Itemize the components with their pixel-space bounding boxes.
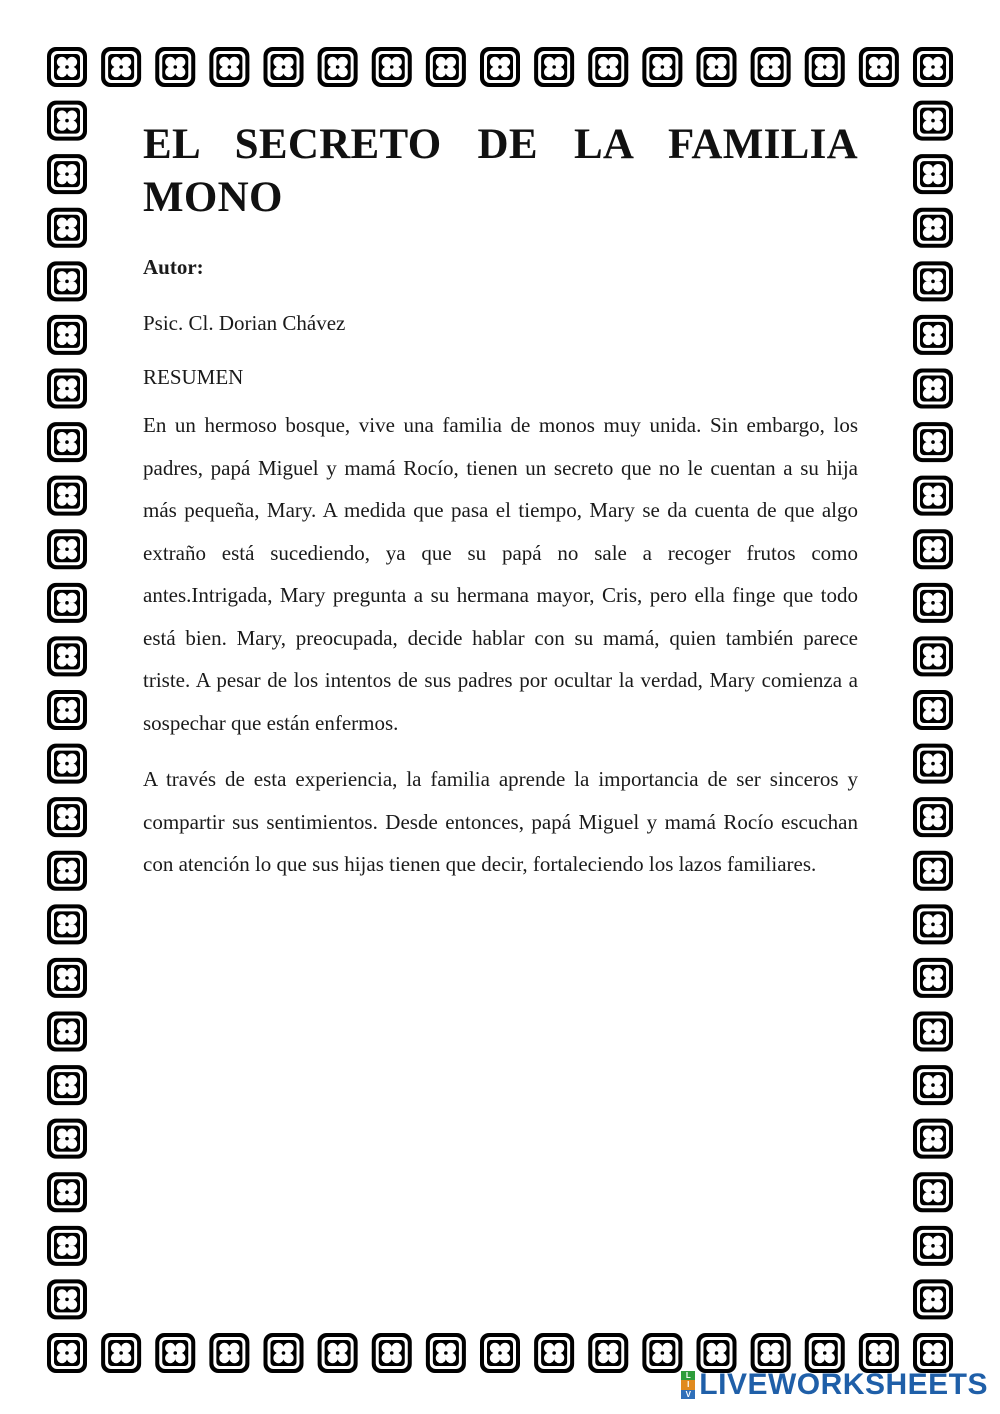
four-petal-flower-icon xyxy=(101,47,141,87)
four-petal-flower-icon xyxy=(372,47,412,87)
four-petal-flower-icon xyxy=(47,529,87,569)
four-petal-flower-icon xyxy=(47,1065,87,1105)
four-petal-flower-icon xyxy=(697,1333,737,1373)
summary-paragraph: A través de esta experiencia, la familia aprende la importancia de ser sinceros y compartir sus sentimientos. Desde entonces, papá Miguel y mamá Rocío escuchan con atención lo que sus hijas tienen que decir, fortaleciendo los lazos familiares. xyxy=(143,767,858,876)
four-petal-flower-icon xyxy=(318,1333,358,1373)
four-petal-flower-icon xyxy=(47,154,87,194)
four-petal-flower-icon xyxy=(534,1333,574,1373)
four-petal-flower-icon xyxy=(642,1333,682,1373)
four-petal-flower-icon xyxy=(480,1333,520,1373)
four-petal-flower-icon xyxy=(426,47,466,87)
four-petal-flower-icon xyxy=(534,47,574,87)
four-petal-flower-icon xyxy=(155,1333,195,1373)
four-petal-flower-icon xyxy=(913,529,953,569)
four-petal-flower-icon xyxy=(209,1333,249,1373)
four-petal-flower-icon xyxy=(913,690,953,730)
four-petal-flower-icon xyxy=(913,904,953,944)
four-petal-flower-icon xyxy=(913,958,953,998)
four-petal-flower-icon xyxy=(47,636,87,676)
four-petal-flower-icon xyxy=(913,369,953,409)
four-petal-flower-icon xyxy=(913,101,953,141)
liveworksheets-logo-icon: L I V xyxy=(681,1371,695,1399)
four-petal-flower-icon xyxy=(264,1333,304,1373)
four-petal-flower-icon xyxy=(47,851,87,891)
four-petal-flower-icon xyxy=(913,1065,953,1105)
four-petal-flower-icon xyxy=(47,1333,87,1373)
four-petal-flower-icon xyxy=(47,476,87,516)
four-petal-flower-icon xyxy=(47,315,87,355)
four-petal-flower-icon xyxy=(913,1279,953,1319)
four-petal-flower-icon xyxy=(47,744,87,784)
four-petal-flower-icon xyxy=(913,47,953,87)
four-petal-flower-icon xyxy=(913,1226,953,1266)
liveworksheets-watermark xyxy=(681,1368,988,1402)
four-petal-flower-icon xyxy=(47,690,87,730)
four-petal-flower-icon xyxy=(47,583,87,623)
four-petal-flower-icon xyxy=(372,1333,412,1373)
four-petal-flower-icon xyxy=(480,47,520,87)
four-petal-flower-icon xyxy=(913,1119,953,1159)
author-label: Autor: xyxy=(143,255,204,279)
four-petal-flower-icon xyxy=(264,47,304,87)
four-petal-flower-icon xyxy=(642,47,682,87)
summary-paragraph: En un hermoso bosque, vive una familia de monos muy unida. Sin embargo, los padres, papá Miguel y mamá Rocío, tienen un secreto que no le cuentan a su hija más pequeña, Mary. A medida que pasa el tiempo, Mary se da cuenta de que algo extraño está sucediendo, ya que su papá no sale a recoger frutos como antes.Intrigada, Mary pregunta a su hermana mayor, Cris, pero ella finge que todo está bien. Mary, preocupada, decide hablar con su mamá, quien también parece triste. A pesar de los intentos de sus padres por ocultar la verdad, Mary comienza a sospechar que están enfermos. xyxy=(143,413,858,735)
four-petal-flower-icon xyxy=(805,1333,845,1373)
four-petal-flower-icon xyxy=(913,636,953,676)
four-petal-flower-icon xyxy=(47,797,87,837)
four-petal-flower-icon xyxy=(47,422,87,462)
four-petal-flower-icon xyxy=(47,101,87,141)
author-name: Psic. Cl. Dorian Chávez xyxy=(143,311,346,335)
four-petal-flower-icon xyxy=(751,1333,791,1373)
four-petal-flower-icon xyxy=(47,1279,87,1319)
section-title-resumen: RESUMEN xyxy=(143,365,244,389)
four-petal-flower-icon xyxy=(859,47,899,87)
four-petal-flower-icon xyxy=(913,208,953,248)
four-petal-flower-icon xyxy=(155,47,195,87)
four-petal-flower-icon xyxy=(426,1333,466,1373)
four-petal-flower-icon xyxy=(913,422,953,462)
four-petal-flower-icon xyxy=(913,797,953,837)
four-petal-flower-icon xyxy=(47,904,87,944)
four-petal-flower-icon xyxy=(913,583,953,623)
document-body xyxy=(143,118,858,886)
four-petal-flower-icon xyxy=(913,1172,953,1212)
four-petal-flower-icon xyxy=(913,1012,953,1052)
four-petal-flower-icon xyxy=(47,208,87,248)
four-petal-flower-icon xyxy=(47,1119,87,1159)
four-petal-flower-icon xyxy=(913,1333,953,1373)
four-petal-flower-icon xyxy=(588,47,628,87)
four-petal-flower-icon xyxy=(805,47,845,87)
four-petal-flower-icon xyxy=(913,476,953,516)
document-title: EL SECRETO DE LA FAMILIA MONO xyxy=(143,121,858,221)
four-petal-flower-icon xyxy=(697,47,737,87)
four-petal-flower-icon xyxy=(859,1333,899,1373)
four-petal-flower-icon xyxy=(47,1172,87,1212)
four-petal-flower-icon xyxy=(47,47,87,87)
four-petal-flower-icon xyxy=(47,958,87,998)
four-petal-flower-icon xyxy=(913,315,953,355)
four-petal-flower-icon xyxy=(913,261,953,301)
four-petal-flower-icon xyxy=(913,744,953,784)
four-petal-flower-icon xyxy=(47,1226,87,1266)
watermark-text: LIVEWORKSHEETS xyxy=(699,1368,988,1401)
four-petal-flower-icon xyxy=(47,1012,87,1052)
four-petal-flower-icon xyxy=(209,47,249,87)
four-petal-flower-icon xyxy=(751,47,791,87)
four-petal-flower-icon xyxy=(913,851,953,891)
four-petal-flower-icon xyxy=(318,47,358,87)
four-petal-flower-icon xyxy=(913,154,953,194)
four-petal-flower-icon xyxy=(101,1333,141,1373)
four-petal-flower-icon xyxy=(47,369,87,409)
four-petal-flower-icon xyxy=(588,1333,628,1373)
four-petal-flower-icon xyxy=(47,261,87,301)
